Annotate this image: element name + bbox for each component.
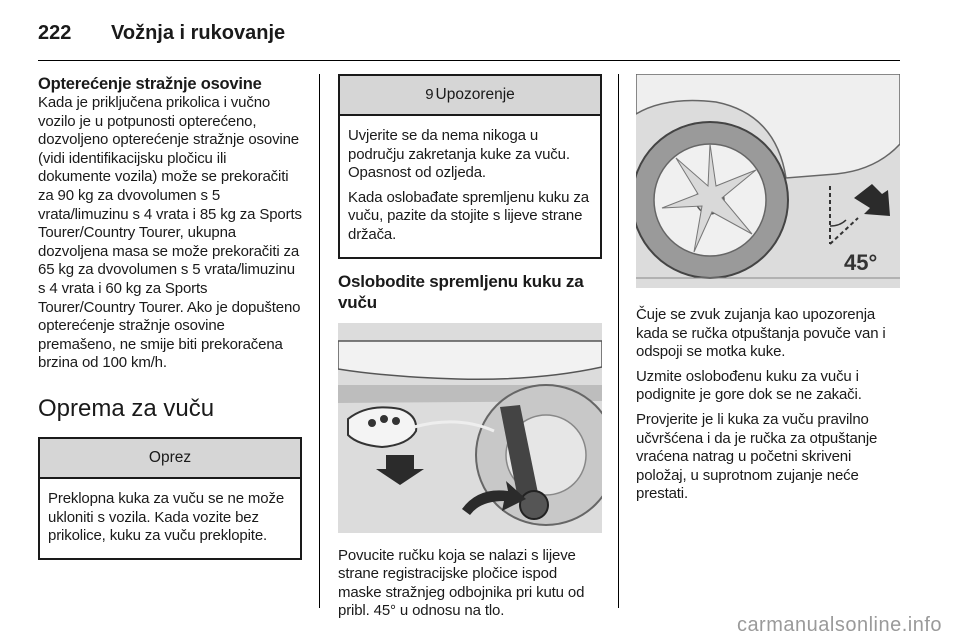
angle-label: 45° bbox=[844, 250, 878, 275]
warning-paragraph: Kada oslobađate spremljenu kuku za vuču, pazite da stojite s lijeve strane držača. bbox=[348, 188, 589, 243]
column-right bbox=[636, 74, 900, 504]
warning-header bbox=[340, 76, 600, 116]
column-middle bbox=[338, 74, 602, 621]
caution-box bbox=[38, 437, 302, 560]
hook-angle-drawing bbox=[636, 74, 900, 288]
chapter-title: Vožnja i rukovanje bbox=[111, 22, 286, 44]
page-header bbox=[38, 20, 900, 60]
warning-paragraph: Uvjerite se da nema nikoga u području zakretanja kuke za vuču. Opasnost od ozljeda. bbox=[348, 127, 570, 182]
paragraph: Provjerite je li kuka za vuču pravilno učvršćena i da je ručka za otpuštanje vraćena natrag u početni skriveni položaj, u suprotnom zujanje neće prestati. bbox=[636, 410, 878, 503]
warning-title: Upozorenje bbox=[435, 86, 515, 103]
column-divider bbox=[319, 74, 320, 608]
paragraph: Čuje se zvuk zujanja kao upozorenja kada se ručka otpuštanja povuče van i odspoji se motka kuke. bbox=[636, 306, 886, 361]
warning-box bbox=[338, 74, 602, 259]
section-text: Kada je priključena prikolica i vučno vozilo je u potpunosti opterećeno, dozvoljeno opterećenje stražnje osovine (vidi identifikacijsku pločicu ili dokumente vozila) može se prekoračiti za 90 kg za dvovolumen s 5 vrata/limuzinu s 4 vrata i 85 kg za Sports Tourer/Country Tourer, ukupna dozvoljena masa se može prekoračiti za 65 kg za dvovolumen s 5 vrata/limuzinu s 4 vrata i 60 kg za Sports Tourer/Country Tourer. Ako je dopušteno opterećenje stražnje osovine premašeno, ne smije biti prekoračena brzina od 100 km/h. bbox=[38, 94, 302, 372]
release-handle-drawing bbox=[338, 323, 602, 533]
header-divider bbox=[38, 60, 900, 61]
section-title: Opterećenje stražnje osovine bbox=[38, 75, 262, 93]
tow-hook-release-illustration bbox=[338, 323, 602, 533]
caution-text: Preklopna kuka za vuču se ne može ukloniti s vozila. Kada vozite bez prikolice, kuku za vuču preklopite. bbox=[48, 489, 285, 545]
warning-icon: 9 bbox=[425, 86, 434, 103]
column-left bbox=[38, 74, 302, 560]
watermark: carmanualsonline.info bbox=[736, 614, 942, 636]
illustration-caption: Povucite ručku koja se nalazi s lijeve strane registracijske pločice ispod maske stražnjeg odbojnika pri kutu od pribl. 45° u odnosu na tlo. bbox=[338, 546, 585, 620]
paragraph: Uzmite oslobođenu kuku za vuču i podignite je gore dok se ne zakači. bbox=[636, 367, 862, 404]
page-number: 222 bbox=[38, 22, 72, 44]
warning-text bbox=[340, 116, 600, 257]
subsection-title: Oslobodite spremljenu kuku za vuču bbox=[338, 271, 584, 312]
column-divider bbox=[618, 74, 619, 608]
section-heading: Oprema za vuču bbox=[38, 394, 215, 422]
caution-title: Oprez bbox=[40, 439, 300, 479]
hook-angle-illustration bbox=[636, 74, 900, 288]
